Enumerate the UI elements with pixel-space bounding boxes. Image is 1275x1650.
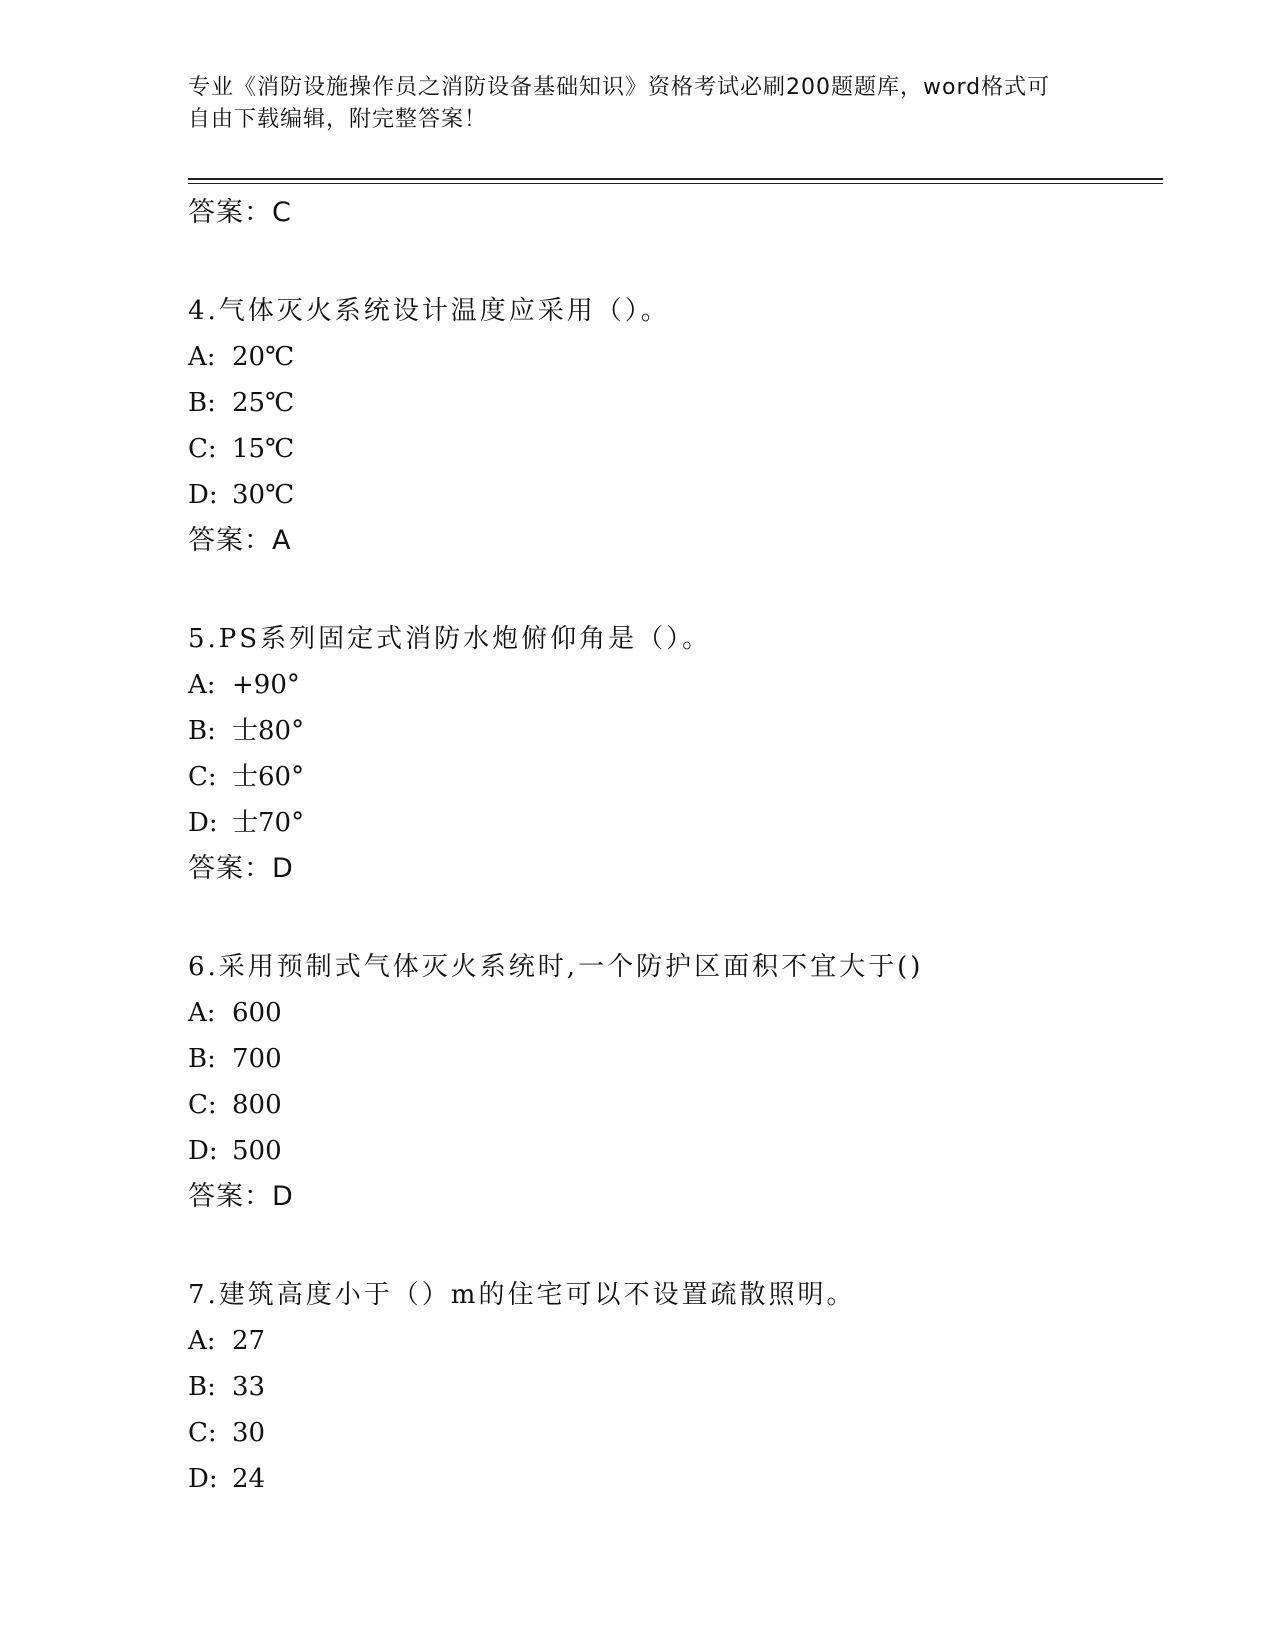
option-a — [188, 662, 1148, 708]
option-value: +90° — [232, 670, 300, 700]
option-label: A: — [188, 998, 216, 1028]
option-c — [188, 1410, 1148, 1456]
header-divider-thin — [188, 183, 1163, 184]
option-label: A: — [188, 342, 216, 372]
option-b — [188, 708, 1148, 754]
option-label: B: — [188, 388, 216, 418]
option-value: 30 — [232, 1418, 266, 1448]
option-value: 士60° — [232, 762, 305, 792]
option-value: 500 — [232, 1136, 282, 1166]
option-c — [188, 426, 1148, 472]
question-text: 7.建筑高度小于（）m的住宅可以不设置疏散照明。 — [188, 1280, 856, 1310]
option-d — [188, 1456, 1148, 1502]
document-header: 专业《消防设施操作员之消防设备基础知识》资格考试必刷200题题库，word格式可自由下载编辑，附完整答案！ — [188, 75, 1051, 132]
option-d — [188, 472, 1148, 518]
answer-line: 答案：D — [188, 853, 294, 884]
option-b — [188, 1364, 1148, 1410]
option-label: A: — [188, 670, 216, 700]
option-label: A: — [188, 1326, 216, 1356]
previous-answer: 答案：C — [188, 197, 292, 228]
option-label: C: — [188, 1418, 217, 1448]
option-value: 15℃ — [232, 434, 295, 464]
option-label: D: — [188, 808, 218, 838]
option-value: 27 — [232, 1326, 266, 1356]
option-value: 25℃ — [232, 388, 295, 418]
option-b — [188, 380, 1148, 426]
question-text: 5.PS系列固定式消防水炮俯仰角是（）。 — [188, 624, 712, 654]
option-label: D: — [188, 480, 218, 510]
option-value: 30℃ — [232, 480, 295, 510]
option-value: 24 — [232, 1464, 266, 1494]
answer-line: 答案：A — [188, 525, 292, 556]
option-label: C: — [188, 1090, 217, 1120]
question-7 — [188, 1272, 1148, 1502]
question-5 — [188, 616, 1148, 892]
option-c — [188, 1082, 1148, 1128]
option-value: 20℃ — [232, 342, 295, 372]
option-c — [188, 754, 1148, 800]
option-label: C: — [188, 762, 217, 792]
option-value: 700 — [232, 1044, 282, 1074]
answer-line: 答案：D — [188, 1181, 294, 1212]
option-label: B: — [188, 1044, 216, 1074]
option-label: D: — [188, 1136, 218, 1166]
option-a — [188, 990, 1148, 1036]
option-label: B: — [188, 716, 216, 746]
option-label: D: — [188, 1464, 218, 1494]
option-d — [188, 1128, 1148, 1174]
option-label: B: — [188, 1372, 216, 1402]
question-6 — [188, 944, 1148, 1220]
question-text: 6.采用预制式气体灭火系统时,一个防护区面积不宜大于() — [188, 952, 924, 982]
option-d — [188, 800, 1148, 846]
option-value: 士70° — [232, 808, 305, 838]
question-4 — [188, 288, 1148, 564]
option-value: 800 — [232, 1090, 282, 1120]
option-value: 600 — [232, 998, 282, 1028]
header-divider — [188, 178, 1163, 180]
option-a — [188, 334, 1148, 380]
option-value: 33 — [232, 1372, 266, 1402]
question-text: 4.气体灭火系统设计温度应采用（）。 — [188, 296, 670, 326]
option-b — [188, 1036, 1148, 1082]
option-label: C: — [188, 434, 217, 464]
question-list — [188, 190, 1148, 1502]
option-a — [188, 1318, 1148, 1364]
option-value: 士80° — [232, 716, 305, 746]
